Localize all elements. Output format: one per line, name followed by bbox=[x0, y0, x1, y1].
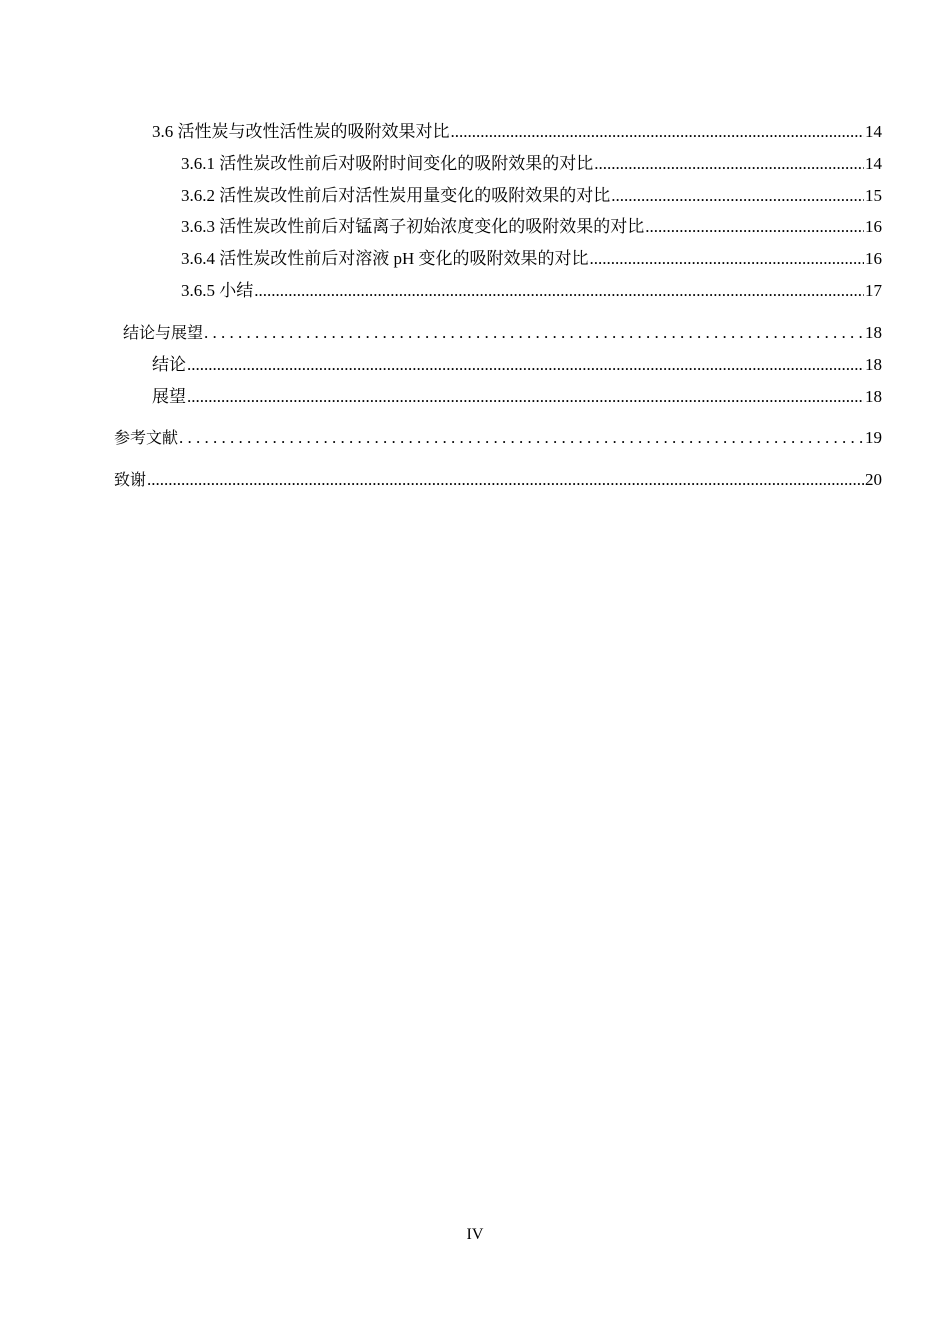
toc-dot-leader bbox=[187, 386, 864, 408]
toc-entry-page: 17 bbox=[865, 281, 882, 300]
toc-entry-page: 14 bbox=[865, 122, 882, 141]
toc-entry-acknowledgements[interactable] bbox=[114, 469, 882, 491]
toc-entry-title: 3.6.1 活性炭改性前后对吸附时间变化的吸附效果的对比 bbox=[181, 154, 594, 173]
toc-entry-outlook[interactable] bbox=[152, 386, 882, 408]
toc-entry-3-6-3[interactable] bbox=[181, 216, 882, 238]
toc-entry-page: 20 bbox=[865, 470, 882, 489]
toc-dot-leader bbox=[611, 185, 864, 207]
toc-entry-3-6-5[interactable] bbox=[181, 280, 882, 302]
toc-dot-leader bbox=[645, 216, 864, 238]
toc-entry-3-6-2[interactable] bbox=[181, 185, 882, 207]
toc-entry-3-6-1[interactable] bbox=[181, 153, 882, 175]
toc-entry-title: 结论 bbox=[152, 355, 186, 374]
toc-entry-conclusion-outlook[interactable] bbox=[123, 322, 882, 344]
toc-entry-title: 展望 bbox=[152, 387, 186, 406]
toc-entry-title: 致谢 bbox=[114, 470, 147, 489]
toc-dot-leader bbox=[590, 248, 864, 270]
toc-dot-leader bbox=[147, 469, 864, 491]
toc-entry-page: 16 bbox=[865, 249, 882, 268]
toc-dot-leader bbox=[179, 427, 864, 449]
toc-dot-leader bbox=[451, 121, 865, 143]
toc-entry-title: 结论与展望 bbox=[123, 323, 204, 342]
footer-page-number: IV bbox=[466, 1226, 484, 1243]
toc-entry-page: 15 bbox=[865, 186, 882, 205]
toc-entry-title: 3.6.5 小结 bbox=[181, 281, 254, 300]
toc-entry-title: 3.6 活性炭与改性活性炭的吸附效果对比 bbox=[152, 122, 450, 141]
toc-entry-page: 19 bbox=[865, 428, 882, 447]
toc-entry-page: 18 bbox=[865, 387, 882, 406]
toc-dot-leader bbox=[187, 354, 864, 376]
toc-dot-leader bbox=[594, 153, 864, 175]
toc-entry-conclusion[interactable] bbox=[152, 354, 882, 376]
toc-entry-title: 3.6.4 活性炭改性前后对溶液 pH 变化的吸附效果的对比 bbox=[181, 249, 589, 268]
toc-dot-leader bbox=[254, 280, 864, 302]
toc-entry-references[interactable] bbox=[114, 427, 882, 449]
toc-entry-title: 参考文献 bbox=[114, 428, 179, 447]
toc-entry-3-6-4[interactable] bbox=[181, 248, 882, 270]
toc-entry-3-6[interactable] bbox=[152, 121, 882, 143]
toc-entry-page: 14 bbox=[865, 154, 882, 173]
toc-entry-title: 3.6.2 活性炭改性前后对活性炭用量变化的吸附效果的对比 bbox=[181, 186, 611, 205]
toc-entry-title: 3.6.3 活性炭改性前后对锰离子初始浓度变化的吸附效果的对比 bbox=[181, 217, 645, 236]
toc-entry-page: 18 bbox=[865, 323, 882, 342]
toc-entry-page: 18 bbox=[865, 355, 882, 374]
toc-dot-leader bbox=[204, 322, 864, 344]
toc-entry-page: 16 bbox=[865, 217, 882, 236]
